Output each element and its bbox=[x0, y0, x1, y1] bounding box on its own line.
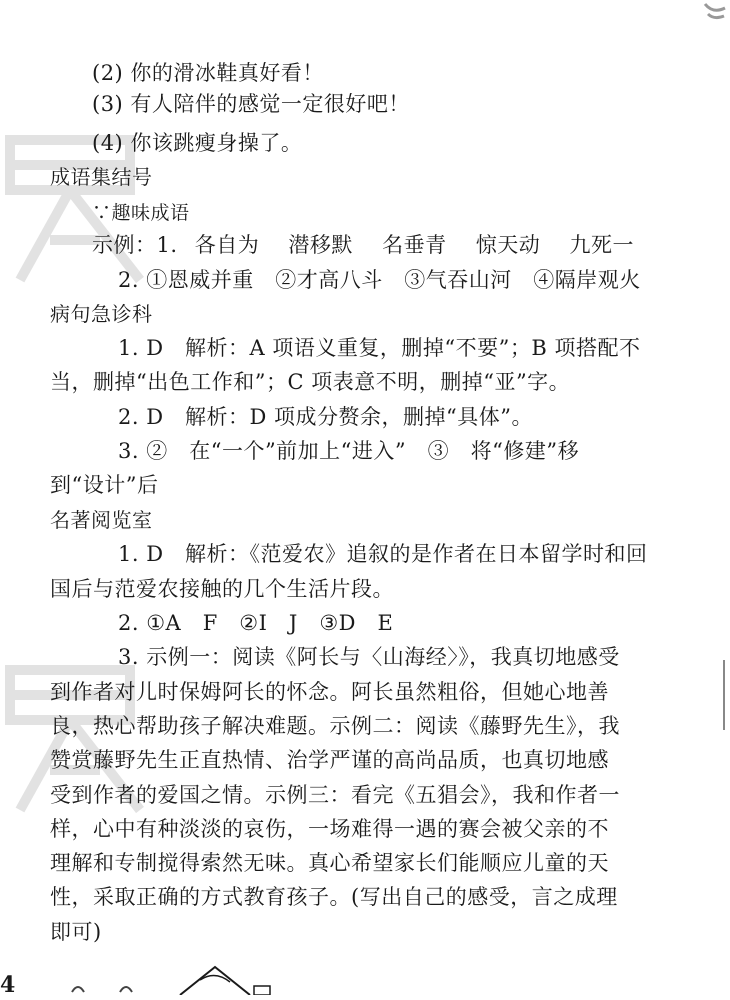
idiom-4: 惊天动 bbox=[475, 233, 541, 257]
answer-line-4: (4) 你该跳瘦身操了。 bbox=[92, 131, 303, 155]
footer-squiggle-icon bbox=[70, 980, 160, 995]
corner-mark-icon bbox=[700, 0, 730, 22]
page-number-partial: 4 bbox=[0, 972, 16, 998]
section-title-classics: 名著阅览室 bbox=[50, 508, 153, 532]
idiom-3: 名垂青 bbox=[382, 233, 447, 257]
footer-house-icon bbox=[170, 962, 280, 995]
answer-line-3: (3) 有人陪伴的感觉一定很好吧！ bbox=[92, 92, 410, 116]
classics-q3-line9: 即可) bbox=[50, 920, 102, 944]
sentence-q1-line2: 当，删掉“出色工作和”；C 项表意不明，删掉“亚”字。 bbox=[50, 370, 571, 394]
classics-q2: 2. ①A F ②I J ③D E bbox=[118, 611, 394, 635]
idiom-1: 各自为 bbox=[194, 233, 260, 257]
classics-q3-line4: 赞赏藤野先生正直热情、治学严谨的高尚品质，也真切地感 bbox=[50, 748, 609, 772]
sentence-q3-line1: 3. ② 在“一个”前加上“进入” ③ 将“修建”移 bbox=[118, 439, 580, 463]
classics-q1-line2: 国后与范爱农接触的几个生活片段。 bbox=[50, 577, 394, 601]
classics-q3-line1: 3. 示例一：阅读《阿长与〈山海经〉》，我真切地感受 bbox=[118, 645, 620, 669]
classics-q3-line3: 良，热心帮助孩子解决难题。示例二：阅读《藤野先生》，我 bbox=[50, 714, 620, 738]
section-title-idioms: 成语集结号 bbox=[50, 165, 153, 189]
classics-q3-line8: 性，采取正确的方式教育孩子。(写出自己的感受，言之成理 bbox=[50, 885, 618, 909]
idiom-5: 九死一 bbox=[569, 233, 634, 257]
classics-q3-line5: 受到作者的爱国之情。示例三：看完《五猖会》，我和作者一 bbox=[50, 783, 620, 807]
classics-q3-line2: 到作者对儿时保姆阿长的怀念。阿长虽然粗俗，但她心地善 bbox=[50, 680, 609, 704]
right-edge-mark bbox=[718, 660, 730, 730]
subsection-fun-idioms: ∵趣味成语 bbox=[92, 202, 190, 224]
section-title-sentences: 病句急诊科 bbox=[50, 302, 153, 326]
example-label: 示例：1. bbox=[92, 233, 178, 257]
answer-line-2: (2) 你的滑冰鞋真好看！ bbox=[92, 61, 324, 85]
sentence-q3-line2: 到“设计”后 bbox=[50, 473, 159, 497]
sentence-q2: 2. D 解析：D 项成分赘余，删掉“具体”。 bbox=[118, 405, 534, 429]
idiom-2: 潜移默 bbox=[288, 233, 353, 257]
sentence-q1-line1: 1. D 解析：A 项语义重复，删掉“不要”；B 项搭配不 bbox=[118, 336, 641, 360]
idiom-examples-row bbox=[92, 230, 634, 260]
classics-q3-line6: 样，心中有种淡淡的哀伤，一场难得一遇的赛会被父亲的不 bbox=[50, 817, 609, 841]
classics-q1-line1: 1. D 解析：《范爱农》追叙的是作者在日本留学时和回 bbox=[118, 542, 648, 566]
idiom-answers-2: 2. ①恩威并重 ②才高八斗 ③气吞山河 ④隔岸观火 bbox=[118, 268, 641, 292]
classics-q3-line7: 理解和专制搅得索然无味。真心希望家长们能顺应儿童的天 bbox=[50, 851, 609, 875]
